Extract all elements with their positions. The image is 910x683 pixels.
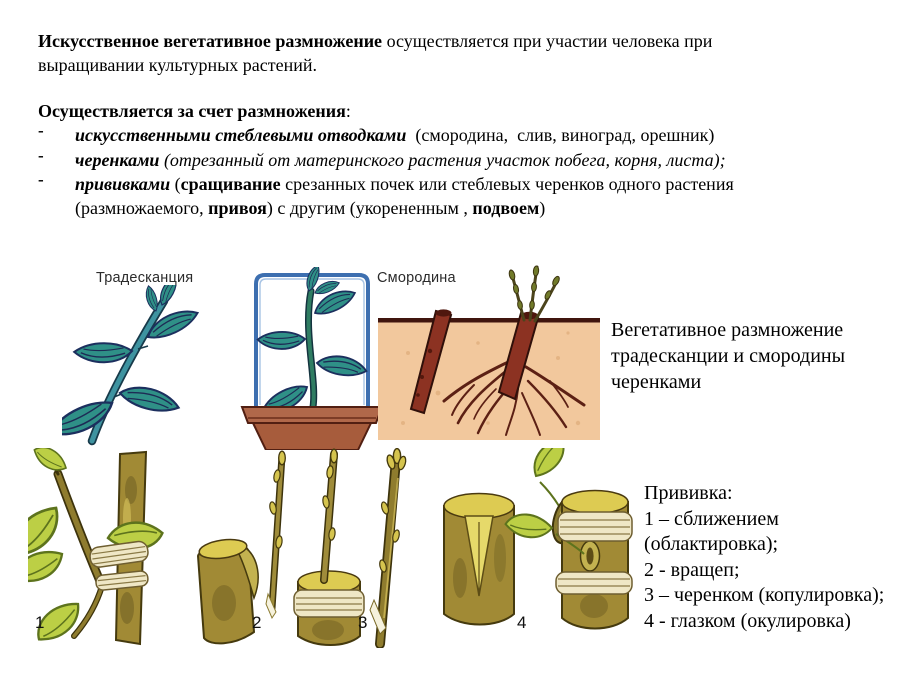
pot-body — [253, 423, 371, 450]
propagation-list — [38, 99, 878, 220]
list-heading-colon: : — [345, 101, 351, 121]
graft-number-3: 3 — [358, 613, 368, 632]
grafting-caption-line: 1 – сближением — [644, 507, 779, 530]
graft-approach-illustration — [28, 448, 164, 644]
privivki-text-1: срезанных почек или стеблевых черенков одного растения — [280, 173, 734, 194]
intro-lead-bold: Искусственное вегетативное размножение — [38, 31, 383, 51]
currant-cuttings-illustration — [378, 263, 600, 440]
label-currant: Смородина — [377, 270, 456, 286]
term-privoi: привоя — [208, 198, 267, 219]
term-otvodki: искусственными стеблевыми отводками — [75, 125, 407, 146]
graft-number-4: 4 — [517, 613, 527, 632]
intro-paragraph — [38, 30, 868, 77]
cherenki-definition: (отрезанный от материнского растения участок побега, корня, листа); — [159, 149, 726, 170]
list-item-privivki-text — [75, 172, 870, 221]
graft-whip-scion-illustration — [370, 449, 407, 644]
graft-budding-bound-illustration — [504, 491, 632, 629]
term-cherenki: черенками — [75, 149, 160, 170]
list-item-otvodki — [38, 123, 878, 147]
twine-binding — [558, 512, 632, 541]
privivki-open-paren: ( — [170, 173, 181, 194]
cuttings-figure-caption: Вегетативное размножение традесканции и смородины черенками — [611, 319, 846, 393]
privivki-text-3: ) с другим (укорененным , — [266, 198, 473, 219]
term-privivki: прививками — [75, 173, 171, 194]
grafting-caption-line: 3 – черенком (копулировка); — [644, 584, 885, 606]
grafting-caption-line: (облактировка); — [644, 533, 779, 555]
privivki-text-2: (размножаемого, — [75, 198, 209, 219]
grafting-caption-line: 4 - глазком (окулировка) — [644, 609, 851, 632]
term-srashchivanie: сращивание — [180, 173, 281, 194]
list-item-cherenki — [38, 145, 878, 172]
bullet-dash: - — [38, 145, 44, 165]
twine-binding — [294, 590, 364, 617]
list-item-otvodki-text — [75, 123, 870, 147]
tradescantia-cutting-illustration — [62, 285, 240, 447]
graft-cleft-prep-illustration — [198, 451, 285, 643]
grafting-caption-line: 2 - вращеп; — [644, 558, 740, 581]
list-heading-bold: Осуществляется за счет размножения — [38, 101, 346, 121]
intro-line1-rest: осуществляется при участии человека при — [382, 31, 713, 51]
soil-surface-line — [378, 318, 600, 323]
bullet-dash: - — [38, 169, 44, 189]
list-item-privivki — [38, 169, 878, 221]
label-tradescantia: Традесканция — [96, 270, 194, 286]
grafting-caption-title: Прививка: — [644, 482, 733, 504]
list-heading — [38, 99, 878, 123]
otvodki-examples: (смородина, слив, виноград, орешник) — [406, 125, 715, 146]
privivki-close-paren: ) — [539, 198, 546, 219]
pot-rim — [242, 407, 382, 423]
intro-line2: выращивании культурных растений. — [38, 54, 318, 75]
tradescantia-potted-illustration — [237, 267, 387, 450]
graft-cleft-bound-illustration — [294, 449, 364, 645]
grafting-figure-caption — [644, 481, 910, 634]
bullet-dash: - — [38, 121, 44, 141]
list-item-cherenki-text — [75, 148, 870, 172]
twine-binding — [556, 572, 632, 594]
grafting-methods-illustration — [28, 448, 642, 648]
graft-number-2: 2 — [252, 613, 262, 632]
graft-number-1: 1 — [35, 613, 45, 632]
term-podvoi: подвоем — [472, 198, 540, 219]
